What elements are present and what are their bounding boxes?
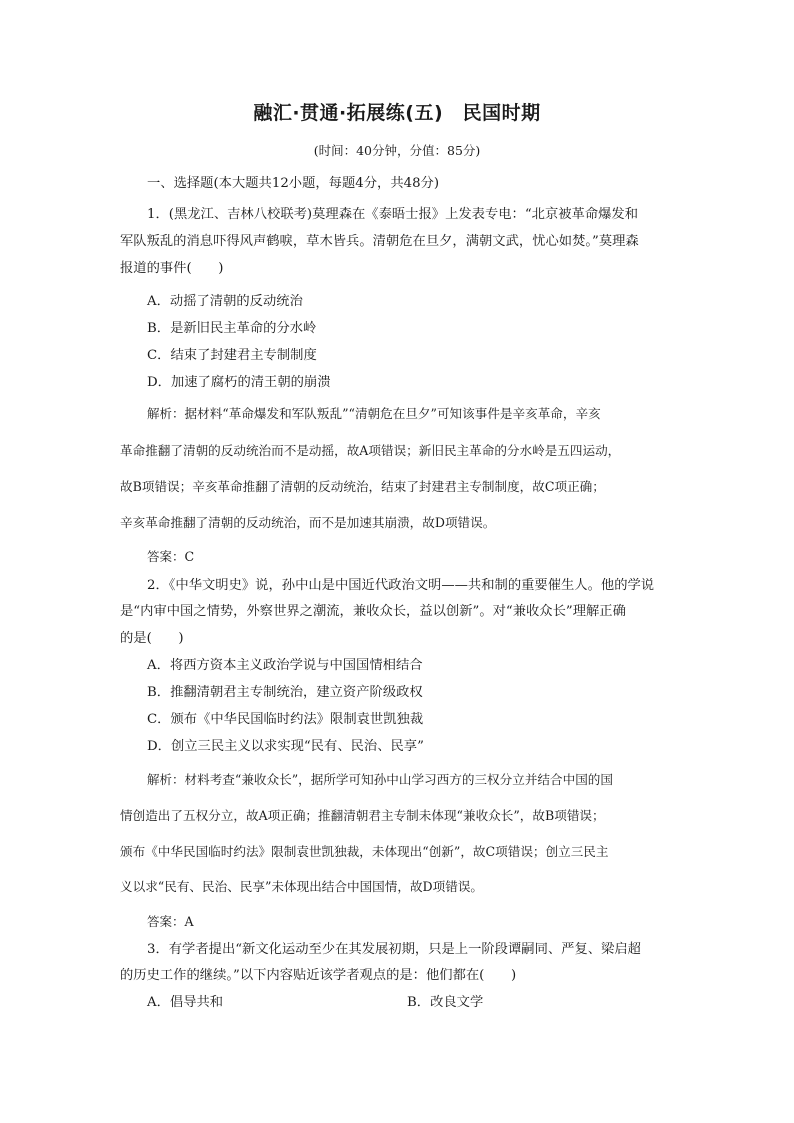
q2-stem-line-1: 2．《中华文明史》说，孙中山是中国近代政治文明——共和制的重要催生人。他的学说 [147,578,655,593]
q2-answer [147,913,194,931]
q1-analysis-label: 解析： [147,406,185,421]
q2-analysis-line-2: 情创造出了五权分立，故A项正确；推翻清朝君主专制未体现“兼收众长”，故B项错误； [120,808,605,823]
q1-answer-value: C [184,549,195,564]
q1-analysis-text-1: 据材料“革命爆发和军队叛乱”“清朝危在旦夕”可知该事件是辛亥革命，辛亥 [184,406,601,421]
q1-stem-line-3: 报道的事件( ) [120,261,224,276]
q3-stem-line-2: 的历史工作的继续。”以下内容贴近该学者观点的是：他们都在( ) [120,968,517,983]
q2-answer-label: 答案： [147,914,185,929]
q1-option-b: B．是新旧民主革命的分水岭 [147,321,317,336]
q2-option-d: D．创立三民主义以求实现“民有、民治、民享” [147,739,424,754]
page-subtitle: (时间：40分钟，分值：85分) [313,143,481,158]
q1-analysis-line-3: 故B项错误；辛亥革命推翻了清朝的反动统治，结束了封建君主专制制度，故C项正确； [120,479,605,494]
q2-analysis-line-4: 义以求“民有、民治、民享”未体现出结合中国国情，故D项错误。 [120,879,484,894]
q2-answer-value: A [184,914,194,929]
q1-stem-line-2: 军队叛乱的消息吓得风声鹤唳，草木皆兵。清朝危在旦夕，满朝文武，忧心如焚。”莫理森 [120,234,639,249]
q2-stem-line-3: 的是( ) [120,631,184,646]
q1-option-c: C．结束了封建君主专制制度 [147,348,317,363]
q2-analysis-line-1 [147,771,613,789]
q1-analysis-line-2: 革命推翻了清朝的反动统治而不是动摇，故A项错误；新旧民主革命的分水岭是五四运动， [120,443,621,458]
q2-option-c: C．颁布《中华民国临时约法》限制袁世凯独裁 [147,712,424,727]
q2-analysis-text-1: 材料考查“兼收众长”，据所学可知孙中山学习西方的三权分立并结合中国的国 [184,772,613,787]
q2-option-a: A．将西方资本主义政治学说与中国国情相结合 [147,658,423,673]
q1-option-d: D．加速了腐朽的清王朝的崩溃 [147,375,331,390]
section-heading: 一、选择题(本大题共12小题，每题4分，共48分) [147,176,440,191]
q2-stem-line-2: 是“内审中国之情势，外察世界之潮流，兼收众长，益以创新”。对“兼收众长”理解正确 [120,604,626,619]
q3-option-a: A．倡导共和 [147,995,224,1010]
q1-analysis-line-4: 辛亥革命推翻了清朝的反动统治，而不是加速其崩溃，故D项错误。 [120,515,496,530]
q2-analysis-line-3: 颁布《中华民国临时约法》限制袁世凯独裁，未体现出“创新”，故C项错误；创立三民主 [120,844,609,859]
q2-analysis-label: 解析： [147,772,185,787]
q1-answer [147,548,194,566]
q3-stem-line-1: 3．有学者提出“新文化运动至少在其发展初期，只是上一阶段谭嗣同、严复、梁启超 [147,942,641,957]
q1-stem-line-1: 1．(黑龙江、吉林八校联考)莫理森在《泰晤士报》上发表专电：“北京被革命爆发和 [147,207,639,222]
page-title: 融汇·贯通·拓展练(五) 民国时期 [253,102,541,124]
q1-analysis-line-1 [147,405,601,423]
q2-option-b: B．推翻清朝君主专制统治，建立资产阶级政权 [147,685,423,700]
q3-option-b: B．改良文学 [407,995,484,1010]
q1-answer-label: 答案： [147,549,185,564]
q1-option-a: A．动摇了清朝的反动统治 [147,294,303,309]
